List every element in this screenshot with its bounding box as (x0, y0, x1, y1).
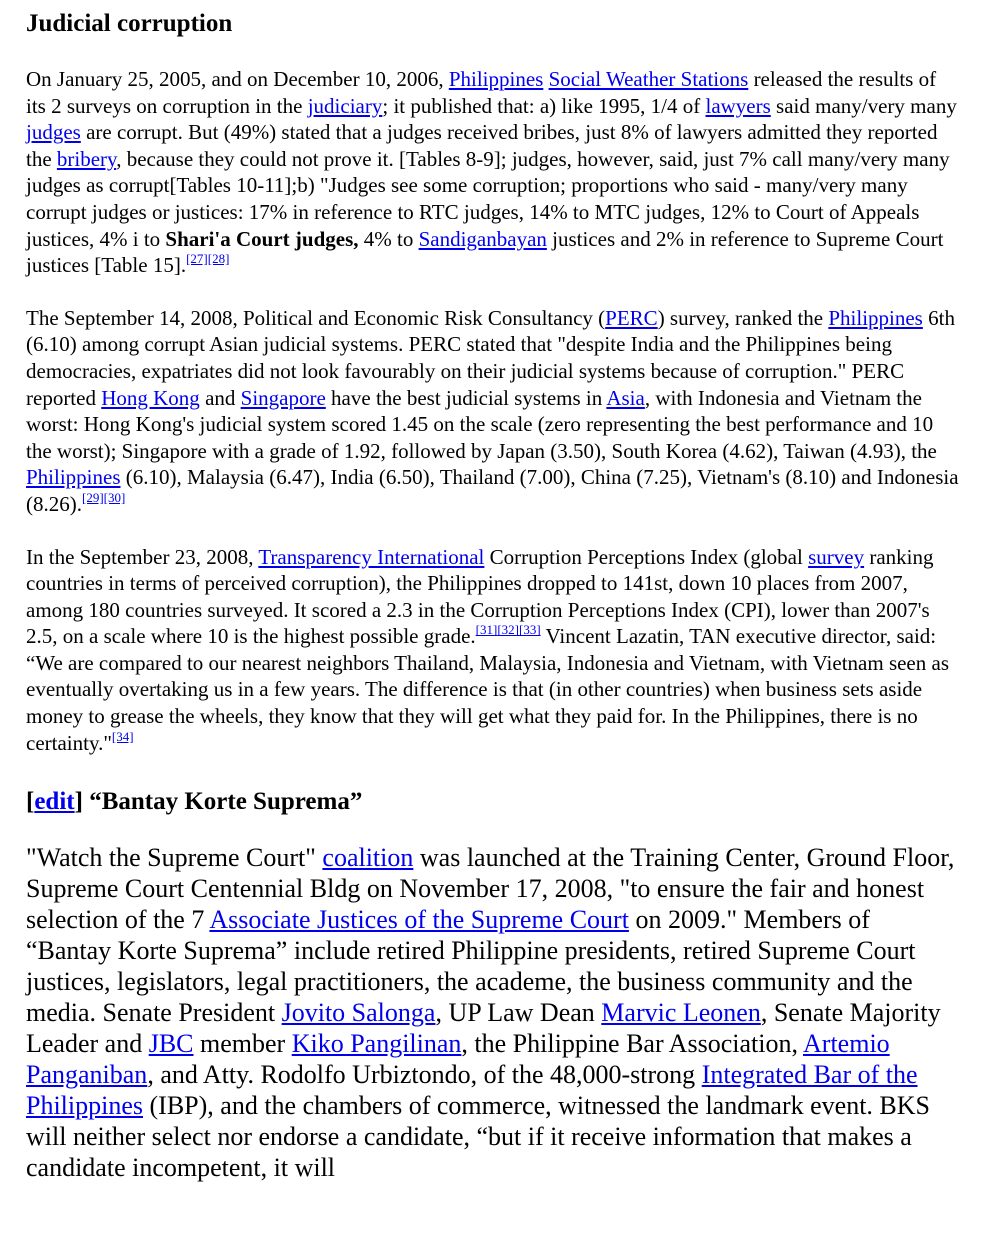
citation-link-27[interactable]: [27] (186, 251, 208, 267)
link-philippines[interactable]: Philippines (448, 67, 544, 91)
text: Corruption Perceptions Index (global (484, 544, 809, 569)
text: "Watch the Supreme Court" (26, 843, 323, 873)
citation-link-28[interactable]: [28] (207, 251, 230, 267)
link-philippines[interactable]: Philippines (26, 465, 121, 490)
text: In the September 23, 2008, (26, 544, 259, 569)
citation-group (82, 490, 125, 505)
text: have the best judicial systems in (325, 385, 607, 410)
link-social-weather-stations[interactable]: Social Weather Stations (548, 67, 749, 91)
text: ranking countries in terms of perceived corruption), the Philippines dropped to 141st, down 10 places from 2007, among 180 countries surveyed. It scored a 2.3 in the Corruption Perceptions Index (CPI), lower than 2007's 2.5, on a scale where 10 is the highest possible grade. (26, 544, 934, 649)
link-artemio-panganiban[interactable]: Artemio Panganiban (26, 1029, 890, 1090)
text: on 2009." Members of “Bantay Korte Suprema” include retired Philippine presidents, retired Supreme Court justices, legislators, legal practitioners, the academe, the business community and the media. Senate President (26, 905, 916, 1028)
bold-sharia-court-judges: Shari'a Court judges, (165, 226, 359, 251)
paragraph-perc-survey (26, 305, 961, 518)
edit-section-link[interactable]: edit (34, 788, 75, 816)
citation-group (186, 251, 229, 266)
text: , the Philippine Bar Association, (461, 1029, 804, 1059)
link-hong-kong[interactable]: Hong Kong (101, 385, 200, 410)
text: , with Indonesia and Vietnam the worst: Hong Kong's judicial system scored 1.45 on the scale (zero representing the best performance and 10 the worst); Singapore with a grade of 1.92, followed by Japan (3.50), South Korea (4.62), Taiwan (4.93), the (26, 385, 937, 463)
link-jbc[interactable]: JBC (148, 1029, 194, 1059)
text: 6th (6.10) among corrupt Asian judicial systems. PERC stated that "despite India and the Philippines being democracies, expatriates did not look favourably on their judicial systems because of corruption." PERC reported (26, 305, 955, 410)
text: (IBP), and the chambers of commerce, witnessed the landmark event. BKS will neither select nor endorse a candidate, “but if it receive information that makes a candidate incompetent, it will (26, 1091, 931, 1183)
link-judiciary[interactable]: judiciary (307, 93, 383, 118)
link-judges[interactable]: judges (26, 120, 81, 145)
link-integrated-bar[interactable]: Integrated Bar of the Philippines (26, 1060, 918, 1121)
citation-group (112, 729, 134, 744)
link-marvic-leonen[interactable]: Marvic Leonen (601, 998, 761, 1028)
paragraph-transparency-international (26, 544, 961, 757)
section-heading-judicial-corruption: Judicial corruption (26, 10, 233, 37)
citation-link-30[interactable]: [30] (103, 489, 126, 505)
link-transparency-international[interactable]: Transparency International (258, 544, 485, 569)
link-asia[interactable]: Asia (606, 385, 645, 410)
text: said many/very many (770, 93, 957, 118)
text: ; it published that: a) like 1995, 1/4 of (382, 93, 706, 118)
text: On January 25, 2005, and on December 10, 2006, (26, 67, 449, 91)
citation-link-29[interactable]: [29] (82, 489, 104, 505)
link-jovito-salonga[interactable]: Jovito Salonga (281, 998, 436, 1028)
link-associate-justices[interactable]: Associate Justices of the Supreme Court (209, 905, 629, 935)
text: member (193, 1029, 292, 1059)
link-bribery[interactable]: bribery (56, 146, 117, 171)
text: and (199, 385, 241, 410)
link-kiko-pangilinan[interactable]: Kiko Pangilinan (291, 1029, 462, 1059)
citation-link-34[interactable]: [34] (111, 728, 134, 744)
text: , and Atty. Rodolfo Urbiztondo, of the 48,000-strong (147, 1060, 702, 1090)
link-singapore[interactable]: Singapore (240, 385, 326, 410)
text: , UP Law Dean (435, 998, 602, 1028)
subsection-title: “Bantay Korte Suprema” (82, 788, 363, 816)
text: was launched at the Training Center, Ground Floor, Supreme Court Centennial Bldg on November 17, 2008, "to ensure the fair and honest selection of the 7 (26, 843, 955, 935)
paragraph-sws-surveys (26, 66, 961, 279)
link-sandiganbayan[interactable]: Sandiganbayan (418, 226, 547, 251)
text: are corrupt. But (49%) stated that a judges received bribes, just 8% of lawyers admitted they reported the (26, 120, 938, 171)
text: Vincent Lazatin, TAN executive director, said: “We are compared to our nearest neighbors Thailand, Malaysia, Indonesia and Vietnam, with Vietnam seen as eventually overtaking us in a few years. The difference is that (in other countries) when business sets aside money to grease the wheels, they know that they will get what they paid for. In the Philippines, there is no certainty." (26, 624, 949, 755)
citation-group (476, 622, 541, 637)
link-perc[interactable]: PERC (605, 305, 658, 330)
text: released the results of its 2 surveys on corruption in the (26, 67, 937, 118)
section-heading-bantay-korte-suprema (26, 786, 961, 818)
link-coalition[interactable]: coalition (322, 843, 414, 873)
citation-link-32[interactable]: [32] (497, 622, 519, 638)
text: ) survey, ranked the (657, 305, 829, 330)
link-philippines[interactable]: Philippines (828, 305, 923, 330)
citation-link-33[interactable]: [33] (518, 622, 541, 638)
bracket: [ (26, 788, 35, 816)
text: , Senate Majority Leader and (26, 998, 941, 1059)
citation-link-31[interactable]: [31] (475, 622, 498, 638)
link-survey[interactable]: survey (808, 544, 865, 569)
bracket: ] (74, 788, 83, 816)
text: The September 14, 2008, Political and Economic Risk Consultancy ( (26, 305, 606, 330)
text: 4% to (358, 226, 419, 251)
text: (6.10), Malaysia (6.47), India (6.50), Thailand (7.00), China (7.25), Vietnam's (8.10) and Indonesia (8.26). (26, 465, 959, 516)
link-lawyers[interactable]: lawyers (705, 93, 771, 118)
paragraph-watch-supreme-court (26, 842, 961, 1183)
text: , because they could not prove it. [Tables 8-9]; judges, however, said, just 7% call many/very many judges as corrupt[Tables 10-11];b) "Judges see some corruption; proportions who said - many/very many corrupt judges or justices: 17% in reference to RTC judges, 14% to MTC judges, 12% to Court of Appeals justices, 4% i to (26, 146, 950, 251)
text: justices and 2% in reference to Supreme Court justices [Table 15]. (26, 226, 944, 278)
